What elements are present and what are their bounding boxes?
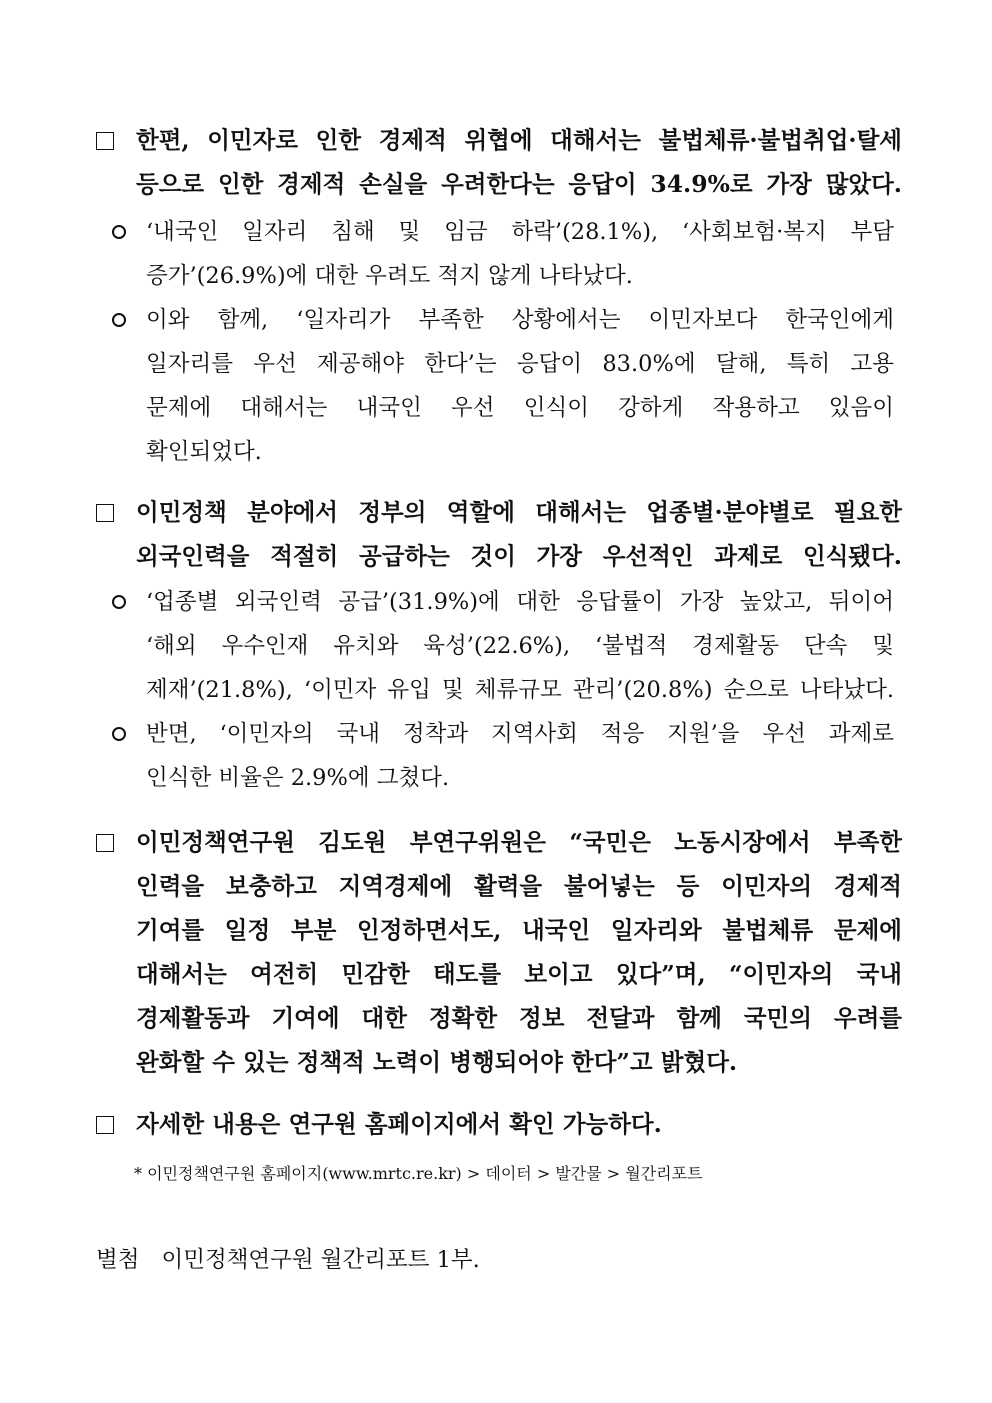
bullet-line: 문제에 대해서는 내국인 우선 인식이 강하게 작용하고 있음이 [146,395,894,421]
circle-bullet-icon [112,313,126,327]
bullet-line: 확인되었다. [146,439,262,465]
circle-bullet-icon [112,727,126,741]
section-heading-line: 자세한 내용은 연구원 홈페이지에서 확인 가능하다. [136,1110,662,1138]
section-heading-line: 기여를 일정 부분 인정하면서도, 내국인 일자리와 불법체류 문제에 [136,916,902,944]
bullet-line: ‘업종별 외국인력 공급’(31.9%)에 대한 응답률이 가장 높았고, 뒤이어 [146,589,894,615]
section-heading-line: 경제활동과 기여에 대한 정확한 정보 전달과 함께 국민의 우려를 [136,1004,902,1032]
bullet-line: 증가’(26.9%)에 대한 우려도 적지 않게 나타났다. [146,263,633,289]
checkbox-square-icon [96,132,114,150]
bullet-line: 인식한 비율은 2.9%에 그쳤다. [146,765,450,791]
attachment-line [96,1240,502,1280]
section-heading-line: 완화할 수 있는 정책적 노력이 병행되어야 한다”고 밝혔다. [136,1048,738,1076]
bullet-line: 일자리를 우선 제공해야 한다’는 응답이 83.0%에 달해, 특히 고용 [146,351,894,377]
attachment-label: 별첨 [96,1247,140,1273]
checkbox-square-icon [96,504,114,522]
section-heading-line: 한편, 이민자로 인한 경제적 위협에 대해서는 불법체류·불법취업·탈세 [136,126,902,154]
section-heading-line: 외국인력을 적절히 공급하는 것이 가장 우선적인 과제로 인식됐다. [136,542,902,570]
circle-bullet-icon [112,595,126,609]
section-heading-line: 대해서는 여전히 민감한 태도를 보이고 있다”며, “이민자의 국내 [136,960,902,988]
section-heading-line: 인력을 보충하고 지역경제에 활력을 불어넣는 등 이민자의 경제적 [136,872,902,900]
bullet-line: 제재’(21.8%), ‘이민자 유입 및 체류규모 관리’(20.8%) 순으로 나타났다. [146,677,894,703]
circle-bullet-icon [112,225,126,239]
section-heading-line: 등으로 인한 경제적 손실을 우려한다는 응답이 34.9%로 가장 많았다. [136,170,902,198]
homepage-footnote: * 이민정책연구원 홈페이지(www.mrtc.re.kr) > 데이터 > 발간물 > 월간리포트 [134,1164,703,1183]
checkbox-square-icon [96,1116,114,1134]
section-heading-line: 이민정책 분야에서 정부의 역할에 대해서는 업종별·분야별로 필요한 [136,498,902,526]
attachment-text: 이민정책연구원 월간리포트 1부. [161,1247,480,1273]
bullet-line: ‘해외 우수인재 유치와 육성’(22.6%), ‘불법적 경제활동 단속 및 [146,633,894,659]
section-heading-line: 이민정책연구원 김도원 부연구위원은 “국민은 노동시장에서 부족한 [136,828,902,856]
checkbox-square-icon [96,834,114,852]
bullet-line: ‘내국인 일자리 침해 및 임금 하락’(28.1%), ‘사회보험·복지 부담 [146,219,894,245]
bullet-line: 반면, ‘이민자의 국내 정착과 지역사회 적응 지원’을 우선 과제로 [146,721,894,747]
bullet-line: 이와 함께, ‘일자리가 부족한 상황에서는 이민자보다 한국인에게 [146,307,894,333]
